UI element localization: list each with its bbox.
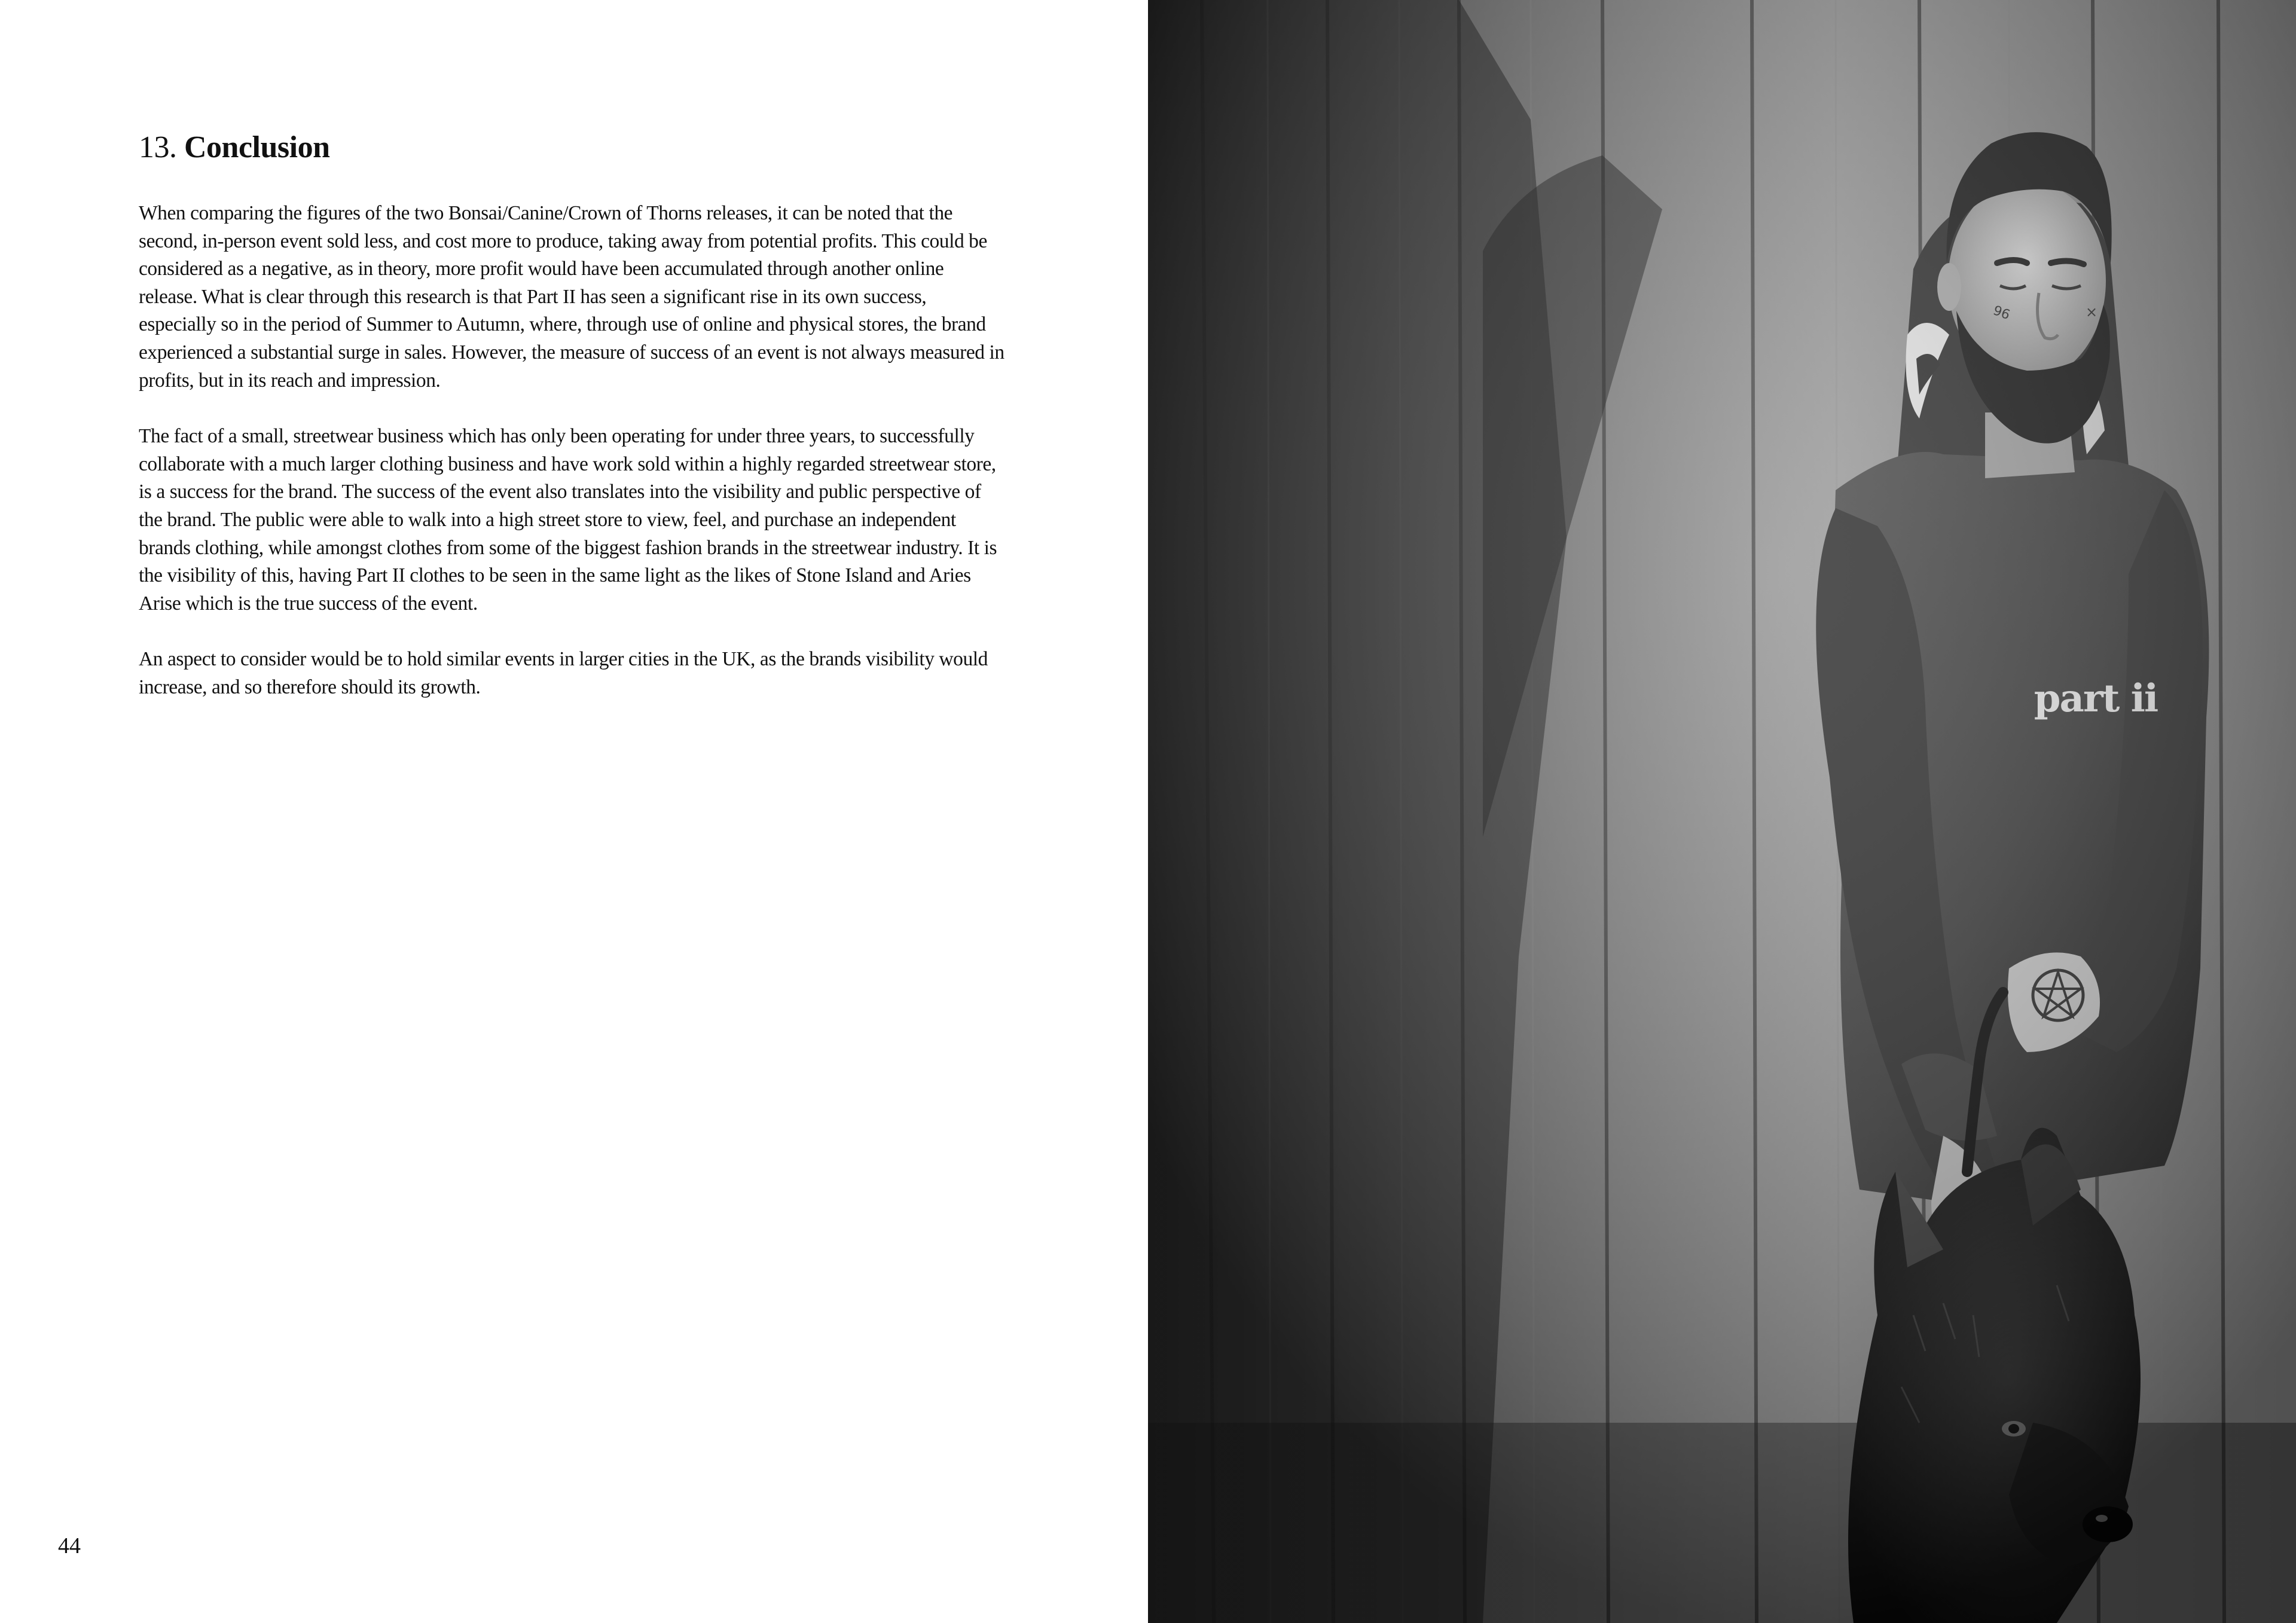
- page-number: 44: [58, 1533, 81, 1558]
- right-page-photo: [1148, 0, 2296, 1623]
- paragraph-1: When comparing the figures of the two Bonsai/Canine/Crown of Thorns releases, it can be noted that the second, in-person event sold less, and cost more to produce, taking away from potential profits. This could be considered as a negative, as in theory, more profit would have been accumulated through another online release. What is clear through this research is that Part II has seen a significant rise in its own success, especially so in the period of Summer to Autumn, where, through use of online and physical stores, the brand experienced a substantial surge in sales. However, the measure of success of an event is not always measured in profits, but in its reach and impression.: [139, 202, 1004, 392]
- paragraph-2: The fact of a small, streetwear business which has only been operating for under three years, to successfully collaborate with a much larger clothing business and have work sold within a highly regarded streetwear store, is a success for the brand. The success of the event also translates into the visibility and public perspective of the brand. The public were able to walk into a high street store to view, feel, and purchase an independent brands clothing, while amongst clothes from some of the biggest fashion brands in the streetwear industry. It is the visibility of this, having Part II clothes to be seen in the same light as the likes of Stone Island and Aries Arise which is the true success of the event.: [139, 425, 997, 615]
- photo-man-with-dog: [1148, 0, 2296, 1623]
- section-title: Conclusion: [184, 130, 330, 164]
- body-text: [139, 200, 1006, 730]
- section-heading: [139, 130, 330, 164]
- paragraph-3: An aspect to consider would be to hold similar events in larger cities in the UK, as the brands visibility would increase, and so therefore should its growth.: [139, 648, 988, 698]
- section-number: 13.: [139, 130, 177, 164]
